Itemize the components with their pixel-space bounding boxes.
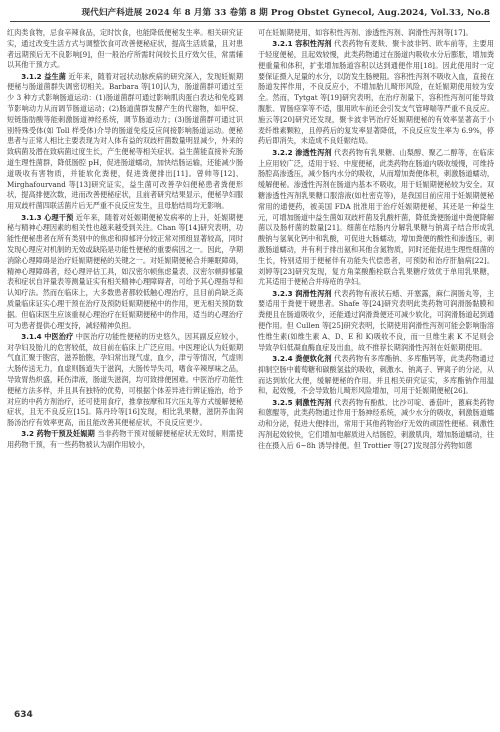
paragraph-p2 — [7, 72, 243, 212]
paragraph-text: 代表药物有酚酞、比沙可啶、番茄叶，蓖麻类药物和蒽醌等，此类药物通过作用于肠神经系统，减少水分的吸收，刺激肠道蠕动和分泌，促进大便排出，常用于其他药物治疗无效的顽固性便秘。刺激性泻剂起效较快，它们增加电解质进入结肠腔，刺激肌肉，增加肠道蠕动，往往在摄入后 6~8h 诱导排便。但 Trottier 等[27]发现部分药物如蒽 — [258, 397, 494, 450]
paragraph-text: 当非药物干预对缓解便秘症状无效时，则需使用药物干预，有一些药物被认为副作用较小， — [7, 429, 243, 450]
paragraph-p7 — [258, 39, 494, 147]
paragraph-text: 代表药物有多库酯钠、多库酯钙等，此类药物通过抑制空肠中葡萄糖和碳酸氢盐的吸收，刺激水、钠离子、钾离子的分泌，从而达到软化大便，缓解便秘的作用。并且相关研究证实，多库酯钠作用温和，起效慢，不会导致胎儿畸形风险增加，可用于妊娠期便秘[26]。 — [258, 353, 494, 396]
running-header — [0, 0, 500, 22]
paragraph-p3 — [7, 213, 243, 332]
paragraph-text: 中医治疗功能性便秘的历史悠久，因其副反应较小，对孕妇及胎儿的危害较低，故目前在临床上广泛应用。中医理论认为妊娠期气血汇聚于胞宫，滋养胎胞，孕妇常出现气虚，血少，津亏等情况，气虚则大肠传送无力，血虚则肠道失于滋润，大肠传导失司，嗜食辛辣厚味之品，导致胃热炽盛，耗伤津液，肠道失滋润，均可致排便困难。中医治疗功能性便秘方法多样，并且具有独特的优势，可根据个体差异进行辨证施治，给予对应的中药方剂治疗，还可使用食疗，推拿按摩和耳穴压丸等方式缓解便秘症状，且无不良反应[15]。陈丹玲等[16]发现，相比乳果糖，滋阴养血润肠汤治疗有效率更高，而且能改善其便秘症状，不良反应更少。 — [7, 331, 243, 428]
paragraph-text: 代表药物有乳果糖、山梨醇、聚乙二醇等，在临床上应用较广泛，适用于轻、中度便秘，此类药物在肠道内吸收缓慢，可维持肠腔高渗透压，减少肠内水分的吸收，从而增加粪便体积，刺激肠道蠕动，缓解便秘。渗透性泻剂在肠道内基本不吸收，用于妊娠期便秘较为安全。双糖渗透性泻剂乳果糖口服溶液(如杜密克等)，是我国目前应用于妊娠期便秘常用的通便药，被美国 FDA 批准用于治疗妊娠期便秘，其还是一种益生元，可增加肠道中益生菌如双歧杆菌及乳酸杆菌，降低粪便肠道中粪便降解菌以及肠杆菌的数量[21]。细菌在结肠内分解乳果糖与钠离子结合形成乳酸钠与氢氧化钙中和乳酸，可促进大肠蠕动，增加粪便的酸性和渗透压，刺激肠道蠕动，并有利于排出氨和其他含氮物质，同时还能促进生理性细菌的生长，特别适用于便秘伴有功能失代偿患者，可预防和治疗肝脑病[22]。刘婷等[23]研究发现，复方角菜酸酯栓联合乳果糖疗效优于单用乳果糖，尤其适用于便秘合并痔疮的孕妇。 — [258, 147, 494, 287]
page-number: 634 — [14, 710, 33, 720]
section-heading: 3.2 药物干预及妊娠期 — [21, 429, 95, 439]
paragraph-text: 近年来，随着对冠状动脉疾病的研究深入，发现妊娠期便秘与肠道菌群失调密切相关。Barbara 等[10]认为，肠道菌群可通过至少 3 种方式影响肠道运动：(1)肠道菌群可通过影响肌肉蛋白表达和免疫调节影响动力从而调节肠道运动；(2)肠道菌群发酵产生的代谢物，如甲烷、短链脂肪酸等能刺激肠道神经系统，调节肠道动力；(3)肠道菌群可通过识别特殊受体(如 Toll 样受体)介导的肠道免疫反应间接影响肠道运动。便秘患者与正常人相比主要表现为对人体有益的双歧杆菌数量明显减少，外来的致病菌及潜在致病菌过度生长，产生便秘等相关症状。益生菌能直接补充肠道生理性菌群，降低肠腔 pH，促进肠道蠕动，加快结肠运输，还能减少肠道吸收有害物质，并能软化粪便，促进粪便排出[11]。曾帅等[12]、Mirghafourvand 等[13]研究证实，益生菌可改善孕妇便秘患者粪便形状，提高排便次数，进而改善便秘症状，且前者研究结果显示，便秘孕妇服用双歧杆菌四联活菌片后无严重不良反应发生，且母胎结局均无影响。 — [7, 71, 243, 211]
paragraph-p8 — [258, 148, 494, 288]
paragraph-p9 — [258, 289, 494, 354]
journal-header-title: 现代妇产科进展 2024 年 8 月第 33 卷第 8 期 Prog Obstet Gynecol, Aug.2024, Vol.33, No.8 — [81, 8, 490, 18]
paragraph-p4 — [7, 332, 243, 429]
paragraph-text: 代表药物有液状石蜡、开塞露，麻仁润肠丸等，主要适用于粪便干硬患者。Shafe 等[24]研究表明此类药物可润滑肠黏膜和粪便且在肠道吸收少，还能通过润滑粪便还可减少软化，可润滑肠道起到通便作用。但 Cullen 等[25]研究表明，长期使用润滑性泻剂可能会影响脂溶性维生素(如维生素 A、D、E 和 K)吸收不良，而一旦维生素 K 不足则会导致孕妇低凝血酶血症及出血，故不推荐长期润滑性泻剂在妊娠期使用。 — [258, 288, 494, 352]
section-heading: 3.1.4 中医治疗 — [21, 331, 74, 341]
paragraph-text: 可在妊娠期使用，如容积性泻剂、渗透性泻剂、润滑性泻剂等[17]。 — [258, 28, 473, 37]
paragraph-p5 — [7, 429, 243, 451]
left-column — [7, 28, 243, 452]
section-heading: 3.2.4 粪便软化剂 — [272, 353, 332, 363]
paragraph-text: 红肉类食物，忌食辛辣食品，定时饮食，也能降低便秘发生率。相关研究证实，通过改变生活方式与调整饮食可改善便秘症状，提高生活质量，且对患者远期预后无不良影响[9]，但一般治疗所需时间较长且疗效欠佳，常需辅以其他干预方式。 — [7, 28, 243, 70]
section-heading: 3.2.2 渗透性泻剂 — [272, 147, 332, 157]
section-heading: 3.1.3 心理干预 — [21, 212, 74, 222]
paragraph-p1 — [7, 28, 243, 71]
paragraph-p6 — [258, 28, 494, 39]
paragraph-p11 — [258, 398, 494, 452]
paragraph-text: 代表药物有麦麸、聚卡波非钙、欧车前等，主要用于轻度便秘，且起效较慢，此类药物通过在肠道内吸收水分后膨胀，增加粪便重量和体积，扩张增加肠道容积以达到通便作用[18]。因此使用时一定要保证摄入足量的水分，以防发生肠梗阻。容积性泻剂不吸收入血，直接在肠道发挥作用，不良反应小，不增加胎儿畸形风险，在妊娠期使用较为安全。然而，Tytgat 等[19]研究表明，在治疗剂量下，容积性泻剂可能导致腹胀、胃肠痉挛等不适，服用欧车前还会引发支气管哮喘等严重不良反应。施云等[20]研究还发现，聚卡波非钙治疗妊娠期便秘的有效率显著高于小麦纤维素颗粒，且停药后的复发率显著降低，不良反应发生率为 6.9%，停药后即消失，未造成不良妊娠结局。 — [258, 39, 494, 146]
section-heading: 3.2.1 容积性泻剂 — [272, 39, 332, 49]
right-column — [258, 28, 494, 452]
section-heading: 3.2.5 刺激性泻剂 — [272, 397, 332, 407]
paragraph-p10 — [258, 354, 494, 397]
section-heading: 3.2.3 润滑性泻剂 — [272, 288, 332, 298]
section-heading: 3.1.2 益生菌 — [21, 71, 67, 81]
paragraph-text: 近年来，随着对妊娠期便秘发病率的上升，妊娠期便秘与精神心理因素的相关性也越来越受到关注。Chan 等[14]研究表明，功能性便秘患者在所有类别中的焦虑和抑郁评分较正常对照组显著较高，同时发现心理应对机制的无效或缺陷是功能性便秘的重要病因之一。因此，孕期消除心理障碍是治疗妊娠期便秘的关键之一。对妊娠期便秘合并睡眠障碍，精神心理障碍者，经心理评估工具，如汉密尔顿焦虑量表、汉密尔顿抑郁量表和症状自评量表等测量证实有相关精神心理障碍者，可给予其心理指导和认知疗法。然而在临床上，大多数患者都较低触心理治疗，且目前尚缺乏高质量临床证实心理干预在治疗及预防妊娠期便秘中的作用，更无相关预防数据。但临床医生应该重视心理治疗在妊娠期便秘中的作用，适当的心理治疗可为患者提供心理支持，减轻精神负担。 — [7, 212, 243, 330]
header-divider — [10, 21, 490, 22]
